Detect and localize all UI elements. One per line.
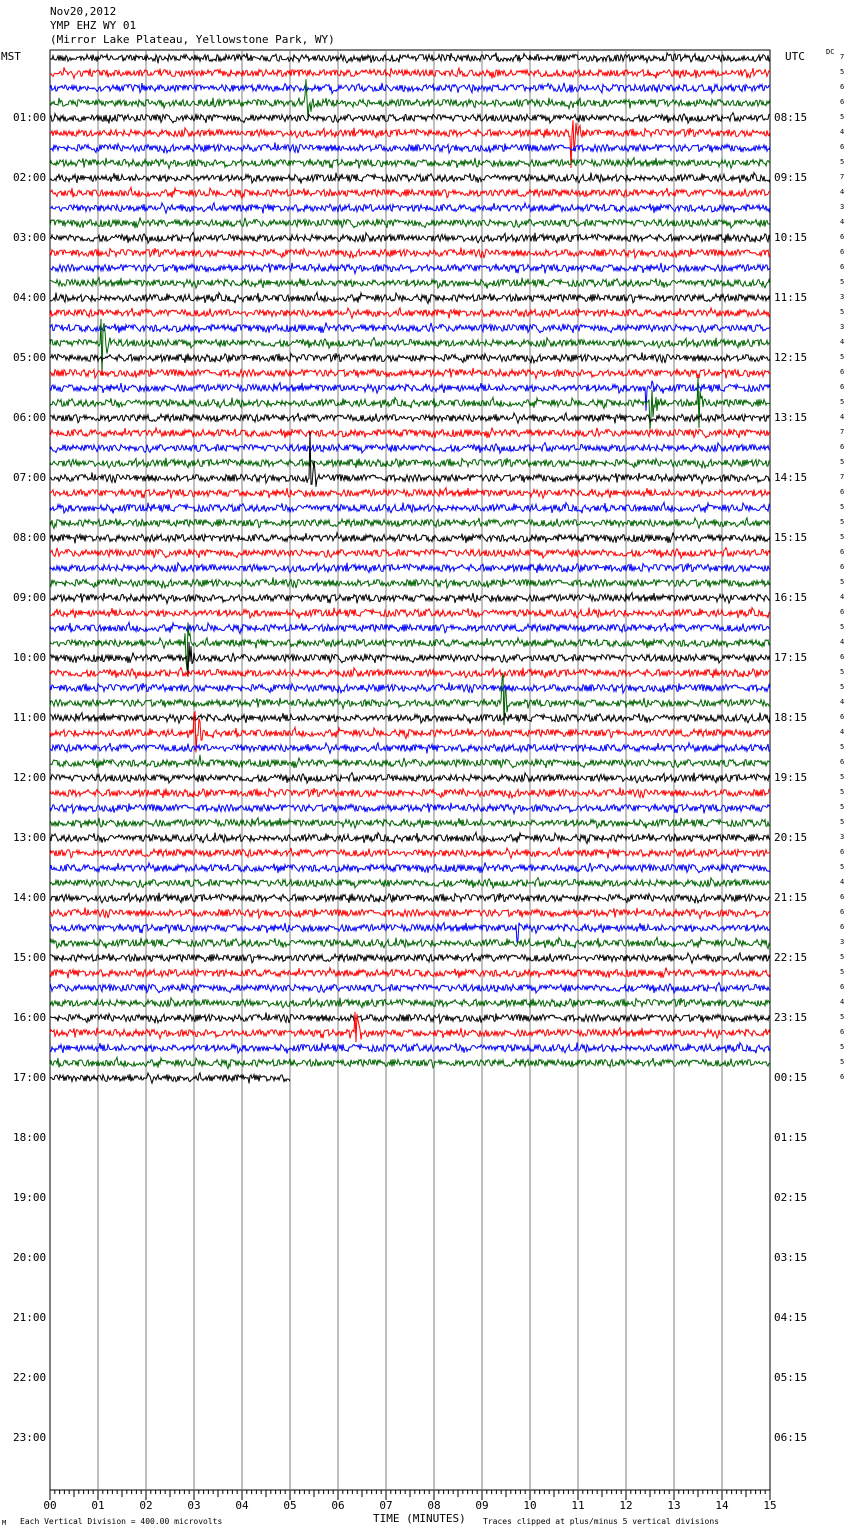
seismic-trace — [50, 158, 770, 169]
seismic-trace — [50, 1043, 770, 1054]
scale-note: Each Vertical Division = 400.00 microvolts — [20, 1517, 223, 1526]
dc-offset-value: 5 — [840, 743, 845, 751]
seismic-trace — [50, 907, 770, 918]
seismic-trace — [50, 173, 770, 184]
dc-offset-value: 4 — [840, 128, 845, 136]
dc-offset-value: 6 — [840, 83, 845, 91]
dc-label: DC — [826, 48, 835, 56]
dc-offset-value: 6 — [840, 983, 845, 991]
x-tick-label: 12 — [619, 1499, 633, 1512]
seismic-trace — [50, 832, 770, 843]
mst-hour-label: 23:00 — [13, 1431, 47, 1444]
dc-offset-value: 3 — [840, 293, 845, 301]
seismic-trace — [50, 518, 770, 529]
dc-offset-value: 4 — [840, 638, 845, 646]
dc-offset-value: 5 — [840, 803, 845, 811]
time-axis — [50, 1490, 770, 1500]
dc-offset-value: 5 — [840, 863, 845, 871]
seismic-trace — [50, 218, 770, 229]
seismic-trace — [50, 608, 770, 619]
dc-offset-value: 5 — [840, 278, 845, 286]
dc-offset-value: 6 — [840, 548, 845, 556]
mst-hour-label: 20:00 — [13, 1251, 47, 1264]
mst-hour-label: 03:00 — [13, 231, 47, 244]
x-tick-label: 05 — [283, 1499, 297, 1512]
seismic-trace — [50, 203, 770, 214]
seismic-trace — [50, 502, 770, 513]
dc-offset-value: 6 — [840, 263, 845, 271]
seismic-trace — [50, 323, 770, 334]
dc-offset-value: 4 — [840, 338, 845, 346]
seismic-trace — [50, 622, 770, 633]
dc-offset-value: 6 — [840, 653, 845, 661]
utc-hour-label: 04:15 — [774, 1311, 808, 1324]
dc-offset-value: 5 — [840, 308, 845, 316]
seismic-trace — [50, 713, 770, 724]
seismic-trace — [50, 263, 770, 274]
mst-hour-label: 17:00 — [13, 1071, 47, 1084]
dc-offset-value: 6 — [840, 233, 845, 241]
seismic-trace — [50, 863, 770, 874]
seismic-trace — [50, 113, 770, 124]
dc-offset-value: 4 — [840, 878, 845, 886]
seismic-trace — [50, 1073, 290, 1084]
seismic-trace — [50, 377, 770, 429]
seismic-trace — [50, 233, 770, 244]
seismic-trace — [50, 878, 770, 889]
dc-offset-value: 4 — [840, 593, 845, 601]
seismic-trace — [50, 488, 770, 499]
utc-hour-label: 15:15 — [774, 531, 808, 544]
dc-offset-value: 5 — [840, 953, 845, 961]
dc-offset-value: 5 — [840, 533, 845, 541]
x-tick-label: 14 — [715, 1499, 729, 1512]
x-tick-label: 06 — [331, 1499, 345, 1512]
seismic-trace — [50, 968, 770, 979]
mst-hour-label: 05:00 — [13, 351, 47, 364]
mst-axis-label: MST — [1, 50, 21, 63]
seismic-trace — [50, 563, 770, 573]
dc-offset-value: 3 — [840, 833, 845, 841]
utc-hour-label: 14:15 — [774, 471, 808, 484]
dc-offset-value: 5 — [840, 353, 845, 361]
seismic-trace — [50, 53, 770, 64]
dc-offset-value: 5 — [840, 458, 845, 466]
utc-hour-label: 22:15 — [774, 951, 808, 964]
utc-hour-label: 19:15 — [774, 771, 808, 784]
utc-hour-label: 18:15 — [774, 711, 808, 724]
seismic-trace — [50, 787, 770, 798]
dc-offset-value: 5 — [840, 1058, 845, 1066]
dc-offset-value: 5 — [840, 1013, 845, 1021]
seismic-trace — [50, 593, 770, 604]
seismic-trace — [50, 278, 770, 289]
seismic-trace — [50, 998, 770, 1008]
utc-hour-label: 11:15 — [774, 291, 808, 304]
seismic-trace — [50, 247, 770, 258]
dc-offset-value: 3 — [840, 203, 845, 211]
x-tick-label: 00 — [43, 1499, 57, 1512]
seismic-trace — [50, 1057, 770, 1068]
dc-offset-value: 5 — [840, 788, 845, 796]
utc-hour-label: 09:15 — [774, 171, 808, 184]
mst-hour-label: 12:00 — [13, 771, 47, 784]
seismic-trace — [50, 368, 770, 379]
dc-offset-value: 6 — [840, 1073, 845, 1081]
x-tick-label: 07 — [379, 1499, 393, 1512]
corner-mark: M — [2, 1519, 7, 1527]
mst-hour-label: 04:00 — [13, 291, 47, 304]
seismic-trace — [50, 548, 770, 559]
dc-offset-value: 5 — [840, 578, 845, 586]
dc-offset-value: 4 — [840, 728, 845, 736]
seismic-trace — [50, 1012, 770, 1023]
seismic-trace — [50, 67, 770, 78]
dc-offset-value: 7 — [840, 173, 845, 181]
utc-hour-label: 03:15 — [774, 1251, 808, 1264]
x-tick-label: 15 — [763, 1499, 777, 1512]
location-title: (Mirror Lake Plateau, Yellowstone Park, WY) — [50, 33, 335, 46]
seismic-trace — [50, 533, 770, 544]
x-tick-label: 08 — [427, 1499, 441, 1512]
dc-offset-value: 4 — [840, 998, 845, 1006]
dc-offset-value: 3 — [840, 323, 845, 331]
dc-offset-value: 6 — [840, 563, 845, 571]
mst-hour-label: 11:00 — [13, 711, 47, 724]
trace-group — [50, 53, 770, 1084]
dc-offset-value: 7 — [840, 428, 845, 436]
dc-offset-value: 5 — [840, 398, 845, 406]
dc-offset-value: 6 — [840, 923, 845, 931]
seismic-trace — [50, 818, 770, 829]
dc-offset-value: 4 — [840, 218, 845, 226]
seismic-trace — [50, 577, 770, 588]
dc-offset-value: 6 — [840, 713, 845, 721]
seismic-trace — [50, 893, 770, 904]
x-tick-label: 02 — [139, 1499, 153, 1512]
utc-hour-label: 02:15 — [774, 1191, 808, 1204]
utc-axis-label: UTC — [785, 50, 805, 63]
dc-offset-value: 6 — [840, 893, 845, 901]
seismic-trace — [50, 848, 770, 859]
x-tick-label: 04 — [235, 1499, 249, 1512]
mst-hour-label: 06:00 — [13, 411, 47, 424]
dc-offset-value: 5 — [840, 968, 845, 976]
dc-offset-value: 5 — [840, 1043, 845, 1051]
x-axis-title: TIME (MINUTES) — [373, 1512, 466, 1525]
seismic-trace — [50, 983, 770, 994]
dc-offset-value: 5 — [840, 668, 845, 676]
mst-hour-label: 21:00 — [13, 1311, 47, 1324]
utc-hour-label: 16:15 — [774, 591, 808, 604]
utc-hour-label: 20:15 — [774, 831, 808, 844]
dc-offset-value: 4 — [840, 698, 845, 706]
mst-hour-label: 10:00 — [13, 651, 47, 664]
dc-offset-value: 5 — [840, 503, 845, 511]
dc-offset-value: 4 — [840, 413, 845, 421]
dc-offset-value: 6 — [840, 98, 845, 106]
x-tick-label: 13 — [667, 1499, 681, 1512]
dc-offset-value: 6 — [840, 1028, 845, 1036]
utc-hour-label: 17:15 — [774, 651, 808, 664]
dc-offset-value: 5 — [840, 68, 845, 76]
seismic-trace — [50, 755, 770, 768]
mst-hour-label: 13:00 — [13, 831, 47, 844]
mst-hour-label: 14:00 — [13, 891, 47, 904]
date-title: Nov20,2012 — [50, 5, 117, 18]
seismic-trace — [50, 428, 770, 439]
dc-offset-value: 5 — [840, 158, 845, 166]
seismic-trace — [50, 142, 770, 153]
utc-hour-label: 10:15 — [774, 231, 808, 244]
utc-hour-label: 05:15 — [774, 1371, 808, 1384]
seismic-trace — [50, 743, 770, 754]
dc-offset-value: 5 — [840, 773, 845, 781]
dc-offset-value: 5 — [840, 518, 845, 526]
mst-hour-label: 22:00 — [13, 1371, 47, 1384]
dc-offset-value: 5 — [840, 113, 845, 121]
dc-offset-value: 6 — [840, 908, 845, 916]
dc-offset-value: 7 — [840, 473, 845, 481]
mst-hour-label: 02:00 — [13, 171, 47, 184]
mst-hour-label: 18:00 — [13, 1131, 47, 1144]
utc-hour-label: 13:15 — [774, 411, 808, 424]
utc-hour-label: 12:15 — [774, 351, 808, 364]
clip-note: Traces clipped at plus/minus 5 vertical divisions — [483, 1517, 720, 1526]
dc-offset-value: 6 — [840, 758, 845, 766]
seismic-trace — [50, 458, 770, 469]
mst-hour-label: 01:00 — [13, 111, 47, 124]
seismic-trace — [50, 187, 770, 198]
utc-hour-label: 08:15 — [774, 111, 808, 124]
mst-hour-label: 16:00 — [13, 1011, 47, 1024]
dc-offset-value: 6 — [840, 143, 845, 151]
seismic-trace — [50, 443, 770, 454]
seismic-trace — [50, 803, 770, 814]
seismic-trace — [50, 352, 770, 363]
station-title: YMP EHZ WY 01 — [50, 19, 137, 32]
dc-offset-value: 6 — [840, 368, 845, 376]
dc-offset-value: 6 — [840, 443, 845, 451]
mst-hour-label: 08:00 — [13, 531, 47, 544]
dc-offset-value: 4 — [840, 188, 845, 196]
x-tick-label: 11 — [571, 1499, 585, 1512]
seismic-trace — [50, 308, 770, 319]
seismic-trace — [50, 682, 770, 693]
dc-offset-value: 7 — [840, 53, 845, 61]
utc-hour-label: 06:15 — [774, 1431, 808, 1444]
x-tick-label: 03 — [187, 1499, 201, 1512]
dc-offset-value: 6 — [840, 608, 845, 616]
x-tick-label: 01 — [91, 1499, 105, 1512]
seismic-trace — [50, 668, 770, 679]
utc-hour-label: 00:15 — [774, 1071, 808, 1084]
utc-hour-label: 21:15 — [774, 891, 808, 904]
dc-offset-value: 5 — [840, 623, 845, 631]
dc-offset-value: 5 — [840, 818, 845, 826]
x-tick-label: 10 — [523, 1499, 537, 1512]
dc-offset-value: 6 — [840, 848, 845, 856]
seismic-trace — [50, 937, 770, 948]
mst-hour-label: 15:00 — [13, 951, 47, 964]
dc-offset-value: 6 — [840, 248, 845, 256]
seismic-trace — [50, 953, 770, 963]
dc-offset-value: 6 — [840, 383, 845, 391]
seismic-trace — [50, 292, 770, 303]
seismic-trace — [50, 431, 770, 487]
seismic-trace — [50, 413, 770, 424]
x-tick-label: 09 — [475, 1499, 489, 1512]
dc-offset-value: 5 — [840, 683, 845, 691]
seismic-trace — [50, 773, 770, 784]
seismic-trace — [50, 622, 770, 670]
mst-hour-label: 19:00 — [13, 1191, 47, 1204]
dc-offset-value: 6 — [840, 488, 845, 496]
utc-hour-label: 23:15 — [774, 1011, 808, 1024]
seismic-trace — [50, 83, 770, 94]
mst-hour-label: 07:00 — [13, 471, 47, 484]
dc-offset-value: 3 — [840, 938, 845, 946]
mst-hour-label: 09:00 — [13, 591, 47, 604]
utc-hour-label: 01:15 — [774, 1131, 808, 1144]
